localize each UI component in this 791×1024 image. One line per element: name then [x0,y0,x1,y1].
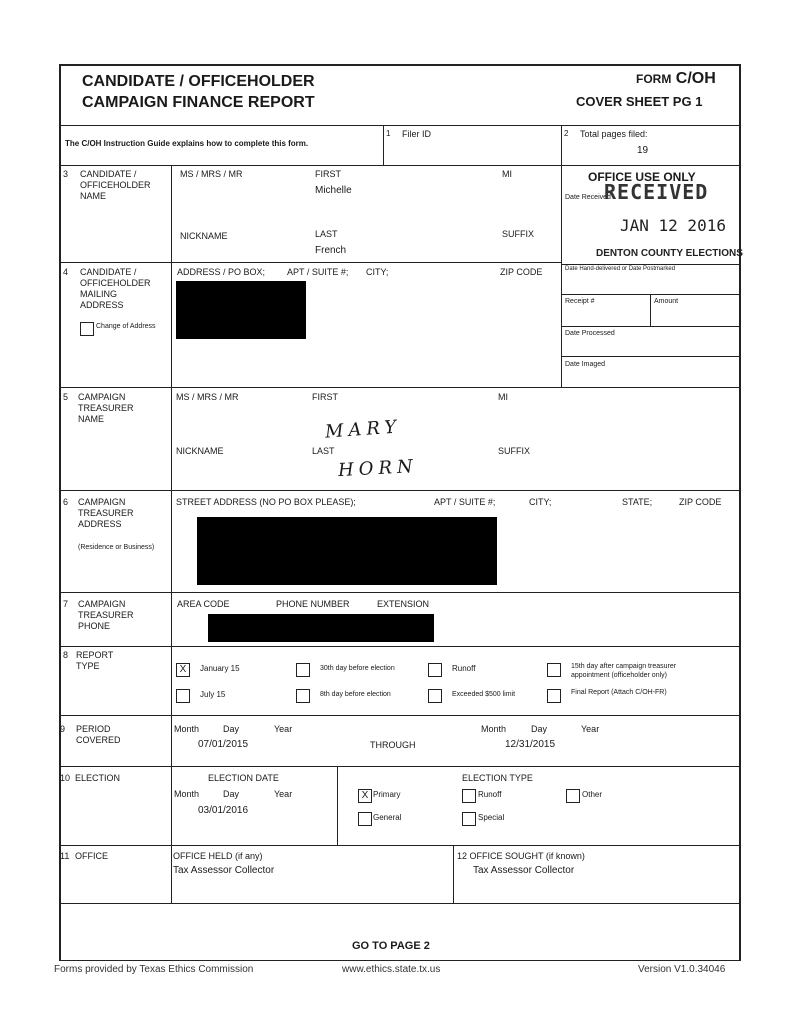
rule [453,845,454,903]
sec5-first-label: FIRST [312,392,338,402]
election-type-label: Other [582,790,603,799]
sec8-label [76,650,113,672]
receipt-label: Receipt # [565,298,595,305]
report-type-label: 15th day after campaign treasurer [571,663,677,670]
sec4-label [80,267,151,311]
sec7-num: 7 [63,599,69,609]
sec5-mi-label: MI [498,392,508,402]
sec10-month-label: Month [174,789,200,799]
frame-left [59,64,61,961]
rule [60,387,740,388]
report-type-label: January 15 [200,664,240,673]
rule [60,766,740,767]
filer-id-label: Filer ID [402,129,431,139]
received-stamp: RECEIVED [604,180,709,204]
sec3-label-line: NAME [80,191,107,201]
rule [60,903,740,904]
rule [650,294,651,326]
rule [561,356,740,357]
sec6-sub-label: (Residence or Business) [78,544,155,551]
date-stamp: JAN 12 2016 [620,216,726,235]
election-type-checkbox-primary[interactable]: X [358,789,372,803]
election-type-checkbox-other[interactable] [566,789,580,803]
rule [383,125,384,165]
frame-top [60,64,740,66]
sec7-label-line: TREASURER [78,610,134,620]
sec9-label [76,724,121,746]
rule [337,766,338,845]
footer-url[interactable]: www.ethics.state.tx.us [342,964,441,975]
election-date-title: ELECTION DATE [208,773,279,783]
report-type-checkbox-exceeded-limit[interactable] [428,689,442,703]
rule [561,326,740,327]
county-stamp: DENTON COUNTY ELECTIONS [596,248,743,259]
sec3-label [80,169,151,202]
sec9-through-label: THROUGH [370,740,416,750]
sec3-title-label: MS / MRS / MR [180,169,243,179]
sec5-title-label: MS / MRS / MR [176,392,239,402]
election-type-checkbox-special[interactable] [462,812,476,826]
report-type-label-15th [571,662,676,680]
sec3-last-label: LAST [315,229,338,239]
sec6-num: 6 [63,497,69,507]
footer-provided: Forms provided by Texas Ethics Commission [54,964,254,975]
sec10-label: ELECTION [75,773,121,783]
rule [60,592,740,593]
date-hand-label: Date Hand-delivered or Date Postmarked [565,266,676,272]
form-title-line1: CANDIDATE / OFFICEHOLDER [82,73,315,90]
sec5-last-label: LAST [312,446,335,456]
sec4-apt-label: APT / SUITE #; [287,267,349,277]
sec9-day-label: Day [223,724,240,734]
sec6-label [78,497,134,530]
sec3-nickname-label: NICKNAME [180,231,228,241]
election-type-checkbox-runoff[interactable] [462,789,476,803]
report-type-label: 8th day before election [320,691,391,698]
cover-sheet-label: COVER SHEET PG 1 [576,94,703,109]
report-type-checkbox-30th-day[interactable] [296,663,310,677]
rule [561,264,740,265]
filer-id-num: 1 [386,129,391,138]
sec9-num: 9 [60,724,66,734]
rule [60,646,740,647]
report-type-label: Final Report (Attach C/OH-FR) [571,689,667,696]
sec4-city-label: CITY; [366,267,389,277]
sec3-first-value[interactable]: Michelle [315,185,352,196]
form-prefix: FORM [636,72,672,86]
sec5-first-value[interactable]: MARY [324,416,402,443]
sec11-num: 11 [60,851,70,861]
sec4-label-line: ADDRESS [80,300,124,310]
instruction-text: The C/OH Instruction Guide explains how to complete this form. [65,139,309,148]
election-type-title: ELECTION TYPE [462,773,533,783]
change-of-address-label: Change of Address [96,323,156,330]
sec9-month-label: Month [174,724,200,734]
sec8-num: 8 [63,650,69,660]
sec9-year-label-2: Year [581,724,600,734]
sec6-label-line: ADDRESS [78,519,122,529]
sec10-num: 10 [60,773,71,783]
election-type-label: Runoff [478,790,502,799]
period-from-value[interactable]: 07/01/2015 [198,739,249,750]
sec4-address-label: ADDRESS / PO BOX; [177,267,266,277]
sec6-state-label: STATE; [622,497,653,507]
rule [171,165,172,903]
sec7-area-label: AREA CODE [177,599,230,609]
sec11-label: OFFICE [75,851,108,861]
form-code-block [636,70,716,88]
sec5-label-line: TREASURER [78,403,134,413]
report-type-checkbox-july-15[interactable] [176,689,190,703]
sec4-label-line: MAILING [80,289,118,299]
sec3-last-value[interactable]: French [315,245,347,256]
sec5-last-value[interactable]: HORN [337,455,419,482]
report-type-label: Runoff [452,664,476,673]
report-type-checkbox-final-report[interactable] [547,689,561,703]
form-title-line2: CAMPAIGN FINANCE REPORT [82,94,315,111]
sec9-label-line: PERIOD [76,724,111,734]
frame-bottom [60,960,740,961]
rule [60,262,562,263]
sec6-street-label: STREET ADDRESS (NO PO BOX PLEASE); [176,497,356,507]
office-sought-label: 12 OFFICE SOUGHT (if known) [457,851,585,861]
rule [561,125,562,387]
election-type-label: Primary [373,790,401,799]
rule [60,165,740,166]
sec9-day-label-2: Day [531,724,548,734]
sec5-nickname-label: NICKNAME [176,446,224,456]
office-use-title: OFFICE USE ONLY [588,170,696,184]
amount-label: Amount [654,298,679,305]
sec10-day-label: Day [223,789,240,799]
sec4-num: 4 [63,267,69,277]
sec6-label-line: TREASURER [78,508,134,518]
period-to-value[interactable]: 12/31/2015 [505,739,556,750]
imaged-label: Date Imaged [565,361,606,368]
sec7-label-line: PHONE [78,621,111,631]
rule [60,715,740,716]
sec6-city-label: CITY; [529,497,552,507]
pages-value[interactable]: 19 [637,145,649,156]
report-type-checkbox-15th-day[interactable] [547,663,561,677]
sec4-zip-label: ZIP CODE [500,267,543,277]
pages-label: Total pages filed: [580,129,648,139]
rule [60,125,740,126]
sec6-label-line: CAMPAIGN [78,497,126,507]
rule [60,490,740,491]
sec6-apt-label: APT / SUITE #; [434,497,496,507]
election-date-value[interactable]: 03/01/2016 [198,805,249,816]
election-type-checkbox-general[interactable] [358,812,372,826]
report-type-label: 30th day before election [320,665,395,672]
sec5-num: 5 [63,392,69,402]
processed-label: Date Processed [565,330,615,337]
form-code: C/OH [675,70,716,87]
sec5-label-line: CAMPAIGN [78,392,126,402]
frame-right [739,64,741,961]
mailing-address-redaction [176,281,306,339]
date-received-label: Date Received [565,194,611,201]
sec8-label-line: TYPE [76,661,100,671]
sec6-zip-label: ZIP CODE [679,497,722,507]
pages-num: 2 [564,129,569,138]
sec7-phone-label: PHONE NUMBER [276,599,350,609]
sec7-label [78,599,134,632]
sec5-label [78,392,134,425]
office-sought-value[interactable]: Tax Assessor Collector [473,865,575,876]
office-held-label: OFFICE HELD (if any) [173,851,263,861]
election-type-label: Special [478,813,505,822]
sec4-label-line: OFFICEHOLDER [80,278,151,288]
sec3-num: 3 [63,169,69,179]
report-type-label: Exceeded $500 limit [452,691,516,698]
sec3-label-line: OFFICEHOLDER [80,180,151,190]
sec8-label-line: REPORT [76,650,114,660]
report-type-checkbox-runoff[interactable] [428,663,442,677]
sec3-label-line: CANDIDATE / [80,169,137,179]
sec9-month-label-2: Month [481,724,507,734]
sec3-first-label: FIRST [315,169,341,179]
sec3-suffix-label: SUFFIX [502,229,535,239]
treasurer-address-redaction [197,517,497,585]
election-type-label: General [373,813,402,822]
report-type-checkbox-january-15[interactable]: X [176,663,190,677]
sec7-label-line: CAMPAIGN [78,599,126,609]
go-to-page-2: GO TO PAGE 2 [352,940,430,952]
sec10-year-label: Year [274,789,293,799]
report-type-label: appointment (officeholder only) [571,672,667,679]
rule [60,845,740,846]
sec4-label-line: CANDIDATE / [80,267,137,277]
report-type-checkbox-8th-day[interactable] [296,689,310,703]
report-type-label: July 15 [200,690,226,699]
sec5-label-line: NAME [78,414,105,424]
sec5-suffix-label: SUFFIX [498,446,531,456]
sec3-mi-label: MI [502,169,512,179]
sec9-year-label: Year [274,724,293,734]
footer-version: Version V1.0.34046 [638,964,726,975]
sec7-ext-label: EXTENSION [377,599,430,609]
sec9-label-line: COVERED [76,735,121,745]
change-of-address-checkbox[interactable] [80,322,94,336]
phone-redaction [208,614,434,642]
office-held-value[interactable]: Tax Assessor Collector [173,865,275,876]
